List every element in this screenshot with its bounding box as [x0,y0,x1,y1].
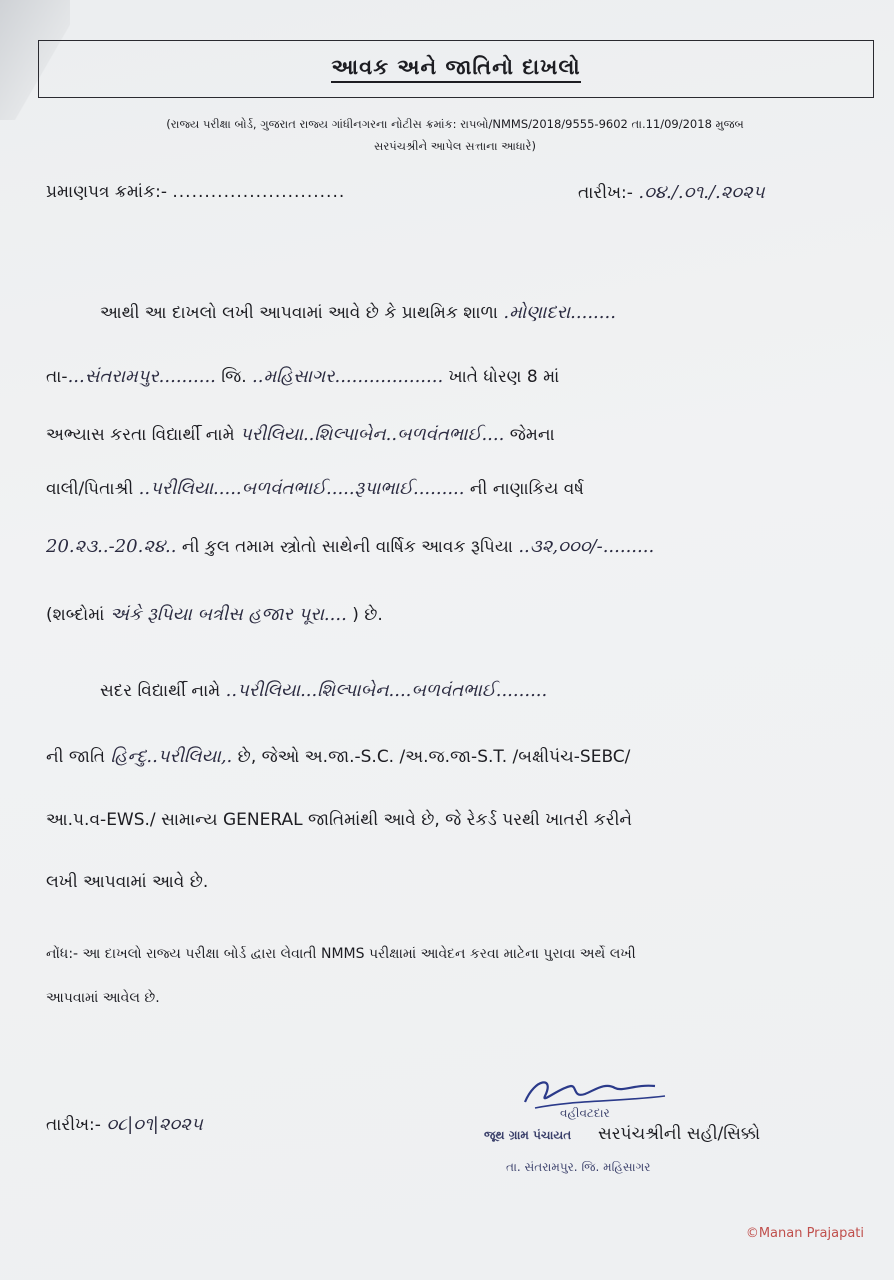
caste-text: છે, જેઓ અ.જા.-S.C. /અ.જ.જા-S.T. /બક્ષીપંચ-SEBC/ [237,747,631,767]
student-label: અભ્યાસ કરતા વિદ્યાર્થી નામે [46,425,235,445]
year-value: 20.૨૩..-20.૨૪.. [46,536,177,557]
para1-line [100,302,616,323]
income-value: ..૩૨,૦૦૦/-......... [518,536,655,557]
words-row [46,604,383,625]
district-label: જિ. [221,367,247,387]
date-top-row [578,182,765,203]
closing-row: લખી આપવામાં આવે છે. [46,872,209,892]
date-top-value: .૦૪./.૦૧./.૨૦૨૫ [638,182,765,203]
school-name: .મોણાદરા........ [503,302,616,323]
note-line-2: આપવામાં આવેલ છે. [46,990,160,1006]
subtitle-line-2: સરપંચશ્રીને આપેલ સત્તાના આધારે) [374,139,536,153]
subtitle-line-1: (રાજ્ય પરીક્ષા બોર્ડ, ગુજરાત રાજ્ય ગાંધીનગરના નોટીસ ક્રમાંક: રાપબો/NMMS/2018/9555-9602 તા.11/09/2018 મુજબ [166,117,744,131]
caste-label: ની જાતિ [46,747,106,767]
income-row [46,536,654,557]
para2-line [100,680,547,701]
income-in-words: અંકે રૂપિયા બત્રીસ હજાર પૂરા.... [109,604,347,625]
district-value: ..મહિસાગર................... [252,366,444,387]
ews-row: આ.પ.વ-EWS./ સામાન્ય GENERAL જાતિમાંથી આવે છે, જે રેકર્ડ પરથી ખાતરી કરીને [46,810,633,830]
student-row [46,424,555,445]
taluka-label: તા- [46,367,68,387]
watermark: ©Manan Prajapati [745,1226,864,1241]
income-text: ની કુલ તમામ સ્ત્રોતો સાથેની વાર્ષિક આવક રૂપિયા [181,537,513,557]
date-bottom-label: તારીખ:- [46,1115,101,1135]
date-top-label: તારીખ:- [578,183,633,203]
stamp-line-2: જૂથ ગ્રામ પંચાયત [484,1128,572,1142]
certificate-number-row [46,182,345,202]
title-box [38,40,874,98]
guardian-name: ..પરીલિયા.....બળવંતભાઈ.....રૂપાભાઈ......... [138,478,465,499]
whose-text: જેમના [509,425,555,445]
certificate-number-label: પ્રમાણપત્ર ક્રમાંક:- [46,182,167,202]
certificate-number-blank: ........................... [172,182,346,202]
words-close: ) છે. [352,605,383,625]
date-bottom-row [46,1114,203,1135]
stamp-line-1: વહીવટદાર [560,1106,610,1120]
para1-text: આથી આ દાખલો લખી આપવામાં આવે છે કે પ્રાથમિક શાળા [100,303,498,323]
taluka-row [46,366,559,387]
para2-student-name: ..પરીલિયા...શિલ્પાબેન....બળવંતભાઈ......... [225,680,548,701]
note-line-1: નોંધ:- આ દાખલો રાજ્ય પરીક્ષા બોર્ડ દ્વારા લેવાતી NMMS પરીક્ષામાં આવેદન કરવા માટેના પુરાવા અર્થે લખી [46,946,636,962]
guardian-row [46,478,584,499]
caste-row [46,746,630,767]
caste-value: હિન્દુ..પરીલિયા,. [110,746,233,767]
certificate-title: આવક અને જાતિનો દાખલો [331,55,580,83]
taluka-value: ...સંતરામપુર.......... [67,366,216,387]
words-open: (શબ્દોમાં [46,605,105,625]
student-name: પરીલિયા..શિલ્પાબેન..બળવંતભાઈ.... [240,424,505,445]
subtitle [60,113,850,157]
signature-label: સરપંચશ્રીની સહી/સિક્કો [598,1124,761,1144]
para2-label: સદર વિદ્યાર્થી નામે [100,681,221,701]
stamp-line-3: તા. સંતરામપુર. જિ. મહિસાગર [506,1160,651,1174]
fin-year-text: ની નાણાકિય વર્ષ [469,479,584,499]
date-bottom-value: ૦૮|૦૧|૨૦૨૫ [106,1114,203,1135]
guardian-label: વાલી/પિતાશ્રી [46,479,134,499]
std-text: ખાતે ધોરણ 8 માં [448,367,560,387]
